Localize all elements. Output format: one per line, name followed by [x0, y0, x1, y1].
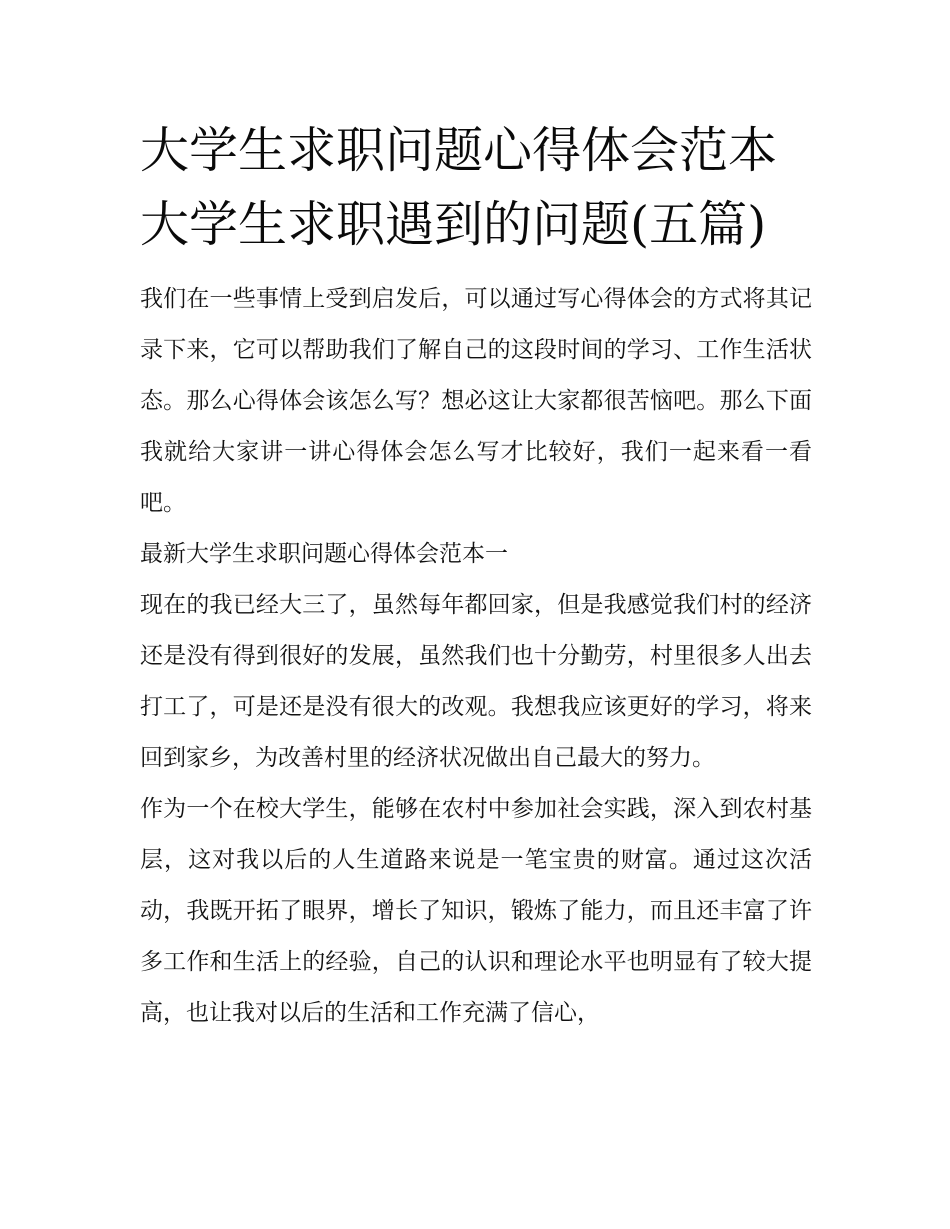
body-paragraph-1: 现在的我已经大三了，虽然每年都回家，但是我感觉我们村的经济还是没有得到很好的发展，虽然我们也十分勤劳，村里很多人出去打工了，可是还是没有很大的改观。我想我应该更好的学习，将来回到家乡，为改善村里的经济状况做出自己最大的努力。 — [140, 592, 812, 771]
section-heading: 最新大学生求职问题心得体会范本一 — [140, 541, 508, 567]
document-body — [140, 114, 812, 1039]
title-line-1: 大学生求职问题心得体会范本 — [140, 122, 778, 179]
title-line-2: 大学生求职遇到的问题(五篇) — [140, 196, 767, 253]
document-title — [140, 114, 812, 262]
intro-paragraph: 我们在一些事情上受到启发后，可以通过写心得体会的方式将其记录下来，它可以帮助我们了解自己的这段时间的学习、工作生活状态。那么心得体会该怎么写？想必这让大家都很苦恼吧。那么下面我就给大家讲一讲心得体会怎么写才比较好，我们一起来看一看吧。 — [140, 286, 812, 516]
body-paragraph-2: 作为一个在校大学生，能够在农村中参加社会实践，深入到农村基层，这对我以后的人生道路来说是一笔宝贵的财富。通过这次活动，我既开拓了眼界，增长了知识，锻炼了能力，而且还丰富了许多工作和生活上的经验，自己的认识和理论水平也明显有了较大提高，也让我对以后的生活和工作充满了信心， — [140, 796, 812, 1026]
